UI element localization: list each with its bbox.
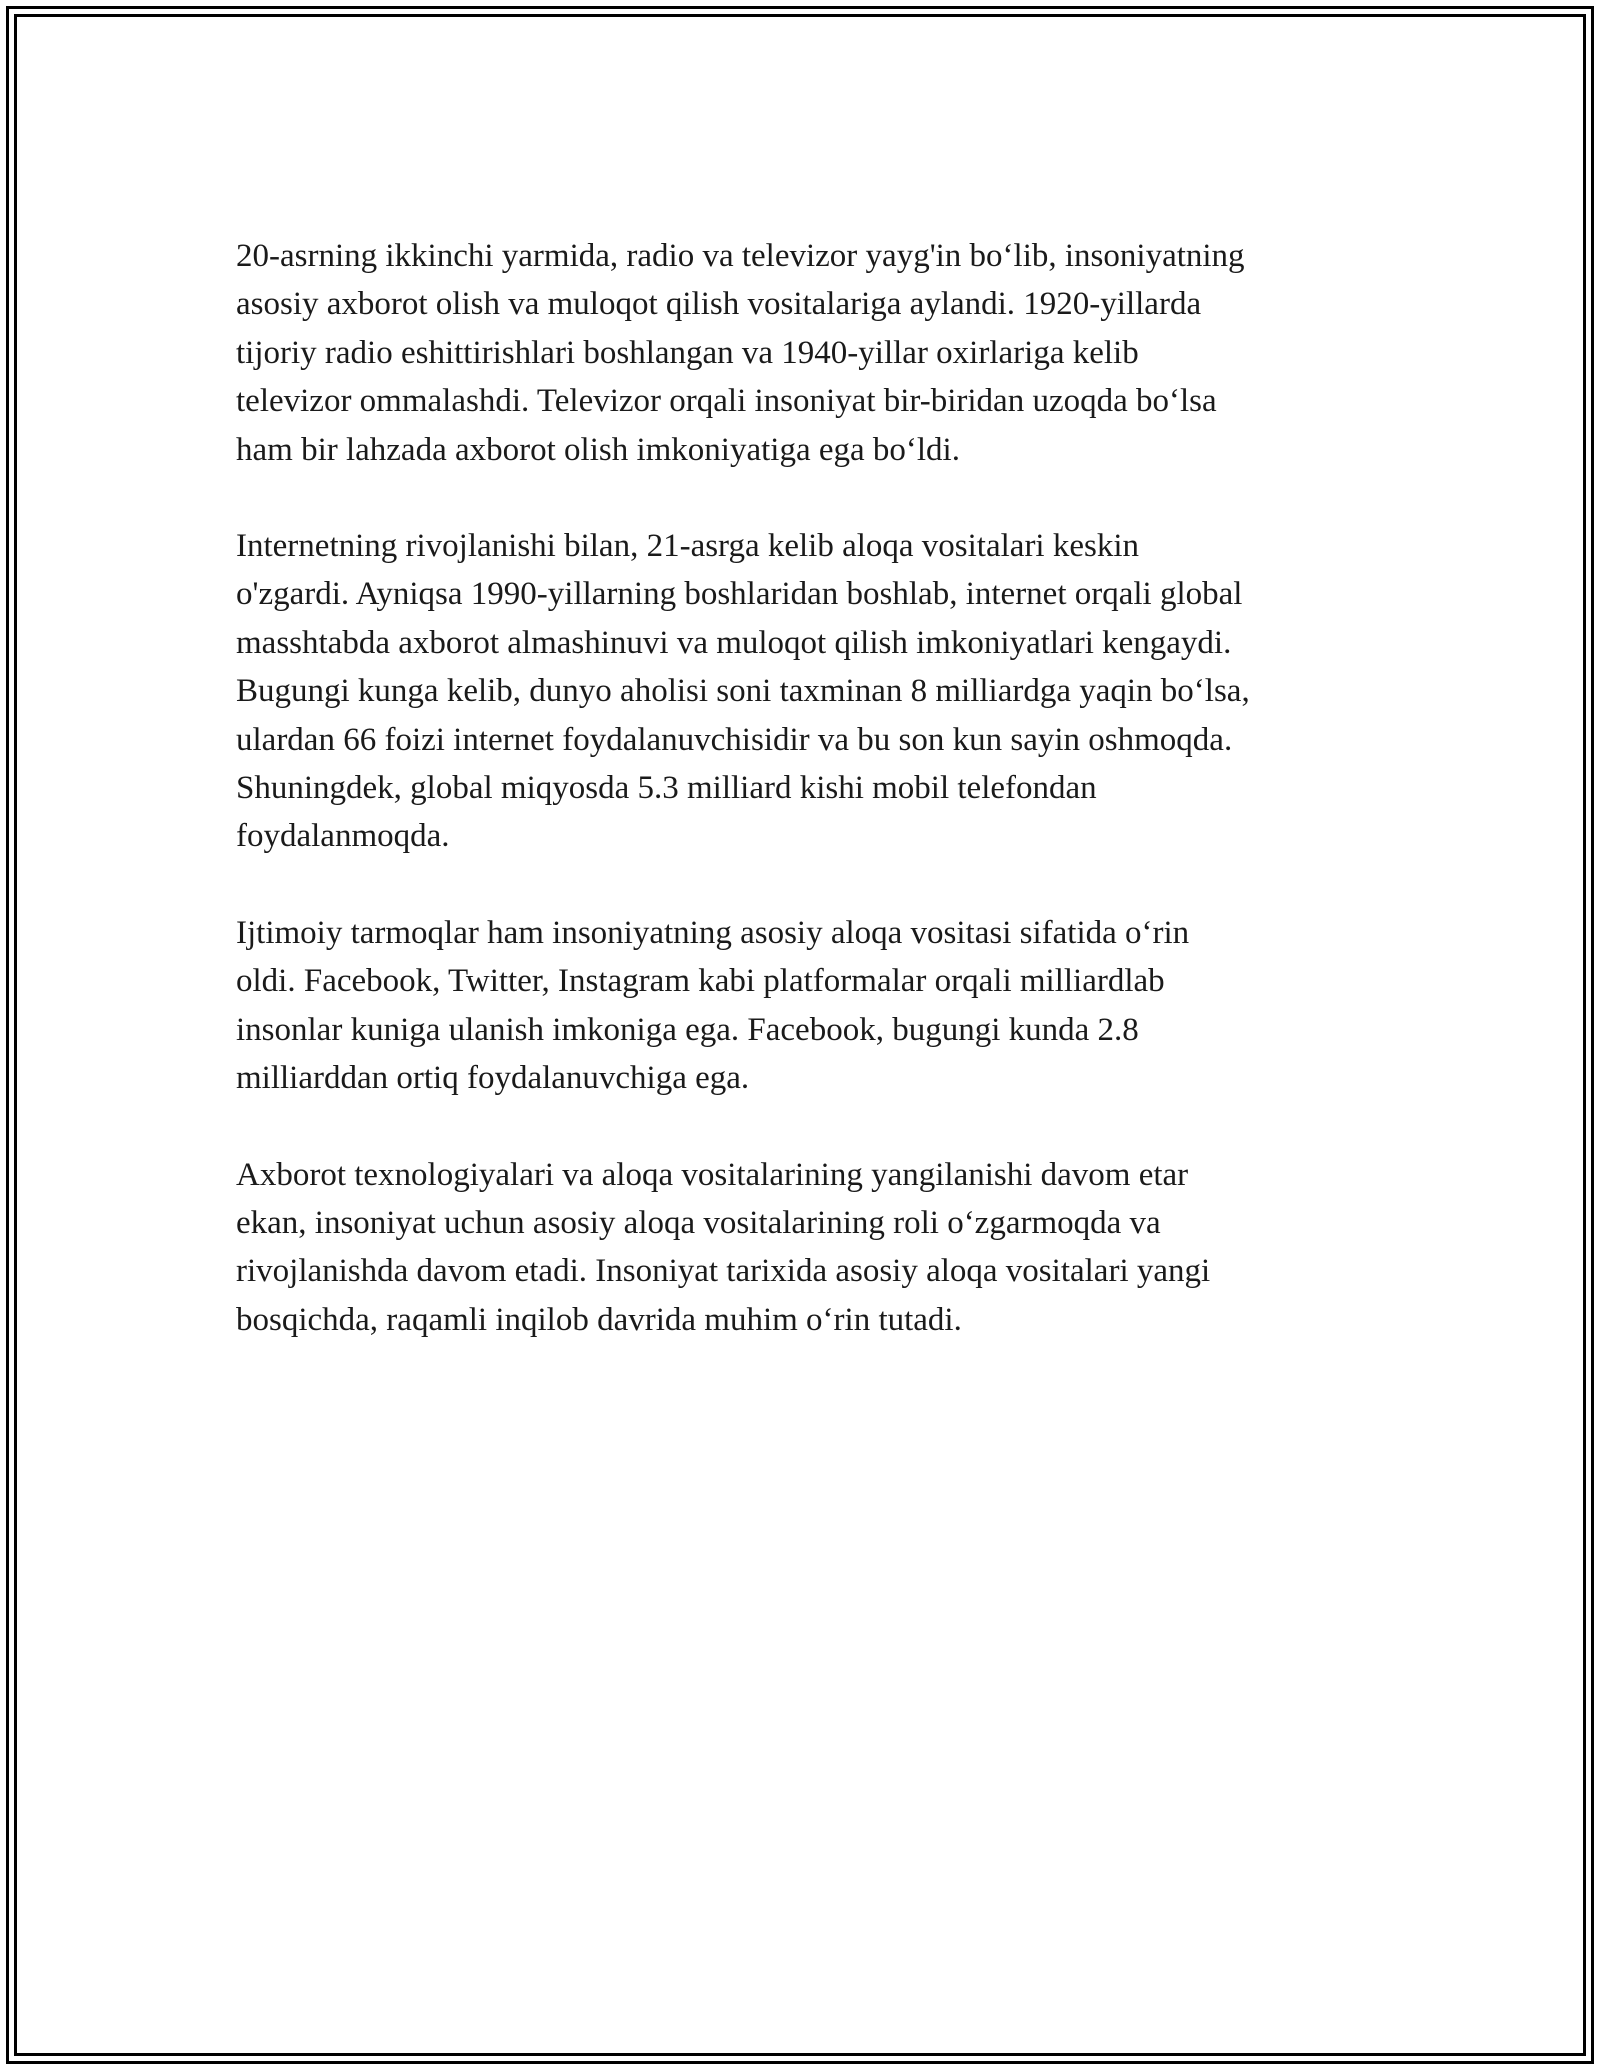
paragraph-line: Axborot texnologiyalari va aloqa vositalarining yangilanishi davom etar — [236, 1156, 1189, 1193]
paragraph-line: Internetning rivojlanishi bilan, 21-asrga kelib aloqa vositalari keskin — [236, 528, 1140, 565]
paragraph-line: televizor ommalashdi. Televizor orqali insoniyat bir-biridan uzoqda bo‘lsa — [236, 383, 1217, 420]
paragraph-line: masshtabda axborot almashinuvi va muloqot qilish imkoniyatlari kengaydi. — [236, 624, 1232, 661]
paragraph-line: rivojlanishda davom etadi. Insoniyat tarixida asosiy aloqa vositalari yangi — [236, 1253, 1211, 1290]
paragraph-line: foydalanmoqda. — [236, 818, 450, 855]
paragraph-line: ulardan 66 foizi internet foydalanuvchisidir va bu son kun sayin oshmoqda. — [236, 721, 1233, 758]
paragraph-2 — [236, 522, 1366, 861]
paragraph-4 — [236, 1151, 1366, 1345]
paragraph-line: o'zgardi. Ayniqsa 1990-yillarning boshlaridan boshlab, internet orqali global — [236, 576, 1243, 613]
paragraph-line: Shuningdek, global miqyosda 5.3 milliard kishi mobil telefondan — [236, 770, 1097, 807]
paragraph-line: oldi. Facebook, Twitter, Instagram kabi platformalar orqali milliardlab — [236, 963, 1165, 1000]
paragraph-1 — [236, 232, 1366, 474]
paragraph-line: asosiy axborot olish va muloqot qilish vositalariga aylandi. 1920-yillarda — [236, 286, 1202, 323]
paragraph-line: Bugungi kunga kelib, dunyo aholisi soni taxminan 8 milliardga yaqin bo‘lsa, — [236, 673, 1250, 710]
paragraph-line: Ijtimoiy tarmoqlar ham insoniyatning asosiy aloqa vositasi sifatida o‘rin — [236, 914, 1190, 951]
paragraph-3 — [236, 909, 1366, 1103]
paragraph-line: ekan, insoniyat uchun asosiy aloqa vositalarining roli o‘zgarmoqda va — [236, 1204, 1161, 1241]
paragraph-line: ham bir lahzada axborot olish imkoniyatiga ega bo‘ldi. — [236, 431, 960, 468]
paragraph-line: bosqichda, raqamli inqilob davrida muhim o‘rin tutadi. — [236, 1301, 962, 1338]
paragraph-line: 20-asrning ikkinchi yarmida, radio va televizor yayg'in bo‘lib, insoniyatning — [236, 238, 1245, 274]
paragraph-line: milliarddan ortiq foydalanuvchiga ega. — [236, 1060, 750, 1097]
paragraph-line: tijoriy radio eshittirishlari boshlangan va 1940-yillar oxirlariga kelib — [236, 334, 1139, 371]
paragraph-line: insonlar kuniga ulanish imkoniga ega. Facebook, bugungi kunda 2.8 — [236, 1011, 1139, 1048]
document-body — [236, 232, 1366, 1392]
